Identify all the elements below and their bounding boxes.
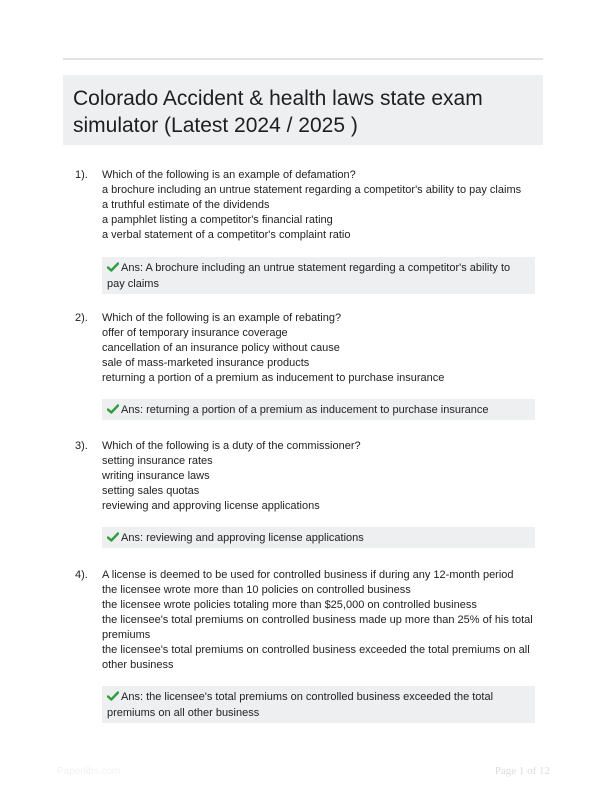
answer-box: [102, 686, 535, 723]
top-divider: [63, 58, 543, 60]
option: reviewing and approving license applications: [102, 500, 320, 512]
option: the licensee's total premiums on controlled business exceeded the total premiums on all other business: [102, 644, 530, 671]
option: a brochure including an untrue statement regarding a competitor's ability to pay claims: [102, 184, 522, 196]
question-body: [102, 439, 535, 514]
question-1: [75, 168, 535, 294]
answer-text: Ans: the licensee's total premiums on controlled business exceeded the total premiums on all other business: [107, 691, 494, 719]
answer-box: [102, 527, 535, 548]
option: a verbal statement of a competitor's complaint ratio: [102, 229, 351, 241]
question-text: Which of the following is an example of defamation?: [102, 169, 356, 181]
question-text: Which of the following is a duty of the commissioner?: [102, 440, 361, 452]
page-title: Colorado Accident & health laws state exam simulator (Latest 2024 / 2025 ): [73, 87, 483, 137]
option: the licensee wrote more than 10 policies on controlled business: [102, 584, 411, 596]
question-text: A license is deemed to be used for controlled business if during any 12-month period: [102, 569, 514, 581]
question-2: [75, 311, 535, 420]
option: writing insurance laws: [102, 470, 210, 482]
answer-text: Ans: A brochure including an untrue statement regarding a competitor's ability to pay claims: [107, 262, 511, 290]
option: cancellation of an insurance policy without cause: [102, 342, 340, 354]
question-number: 3).: [75, 440, 88, 452]
answer-box: [102, 399, 535, 420]
option: offer of temporary insurance coverage: [102, 327, 288, 339]
question-4: [75, 568, 535, 723]
check-icon: [107, 404, 119, 414]
option: a pamphlet listing a competitor's financial rating: [102, 214, 333, 226]
answer-text: Ans: returning a portion of a premium as inducement to purchase insurance: [121, 404, 489, 416]
check-icon: [107, 532, 119, 542]
question-body: [102, 568, 535, 673]
answer-box: [102, 257, 535, 294]
footer-page-number: Page 1 of 12: [494, 765, 550, 777]
option: the licensee wrote policies totaling more than $25,000 on controlled business: [102, 599, 477, 611]
title-box: [63, 75, 543, 145]
question-number: 1).: [75, 169, 88, 181]
option: returning a portion of a premium as inducement to purchase insurance: [102, 372, 445, 384]
option: the licensee's total premiums on controlled business made up more than 25% of his total premiums: [102, 614, 533, 641]
question-number: 4).: [75, 569, 88, 581]
option: a truthful estimate of the dividends: [102, 199, 270, 211]
question-3: [75, 439, 535, 548]
question-text: Which of the following is an example of rebating?: [102, 312, 342, 324]
option: sale of mass-marketed insurance products: [102, 357, 310, 369]
question-body: [102, 311, 535, 386]
question-number: 2).: [75, 312, 88, 324]
check-icon: [107, 691, 119, 701]
question-body: [102, 168, 535, 243]
check-icon: [107, 262, 119, 272]
option: setting insurance rates: [102, 455, 213, 467]
answer-text: Ans: reviewing and approving license applications: [121, 532, 364, 544]
footer-site-watermark: Paperlibs.com: [57, 766, 121, 777]
option: setting sales quotas: [102, 485, 200, 497]
